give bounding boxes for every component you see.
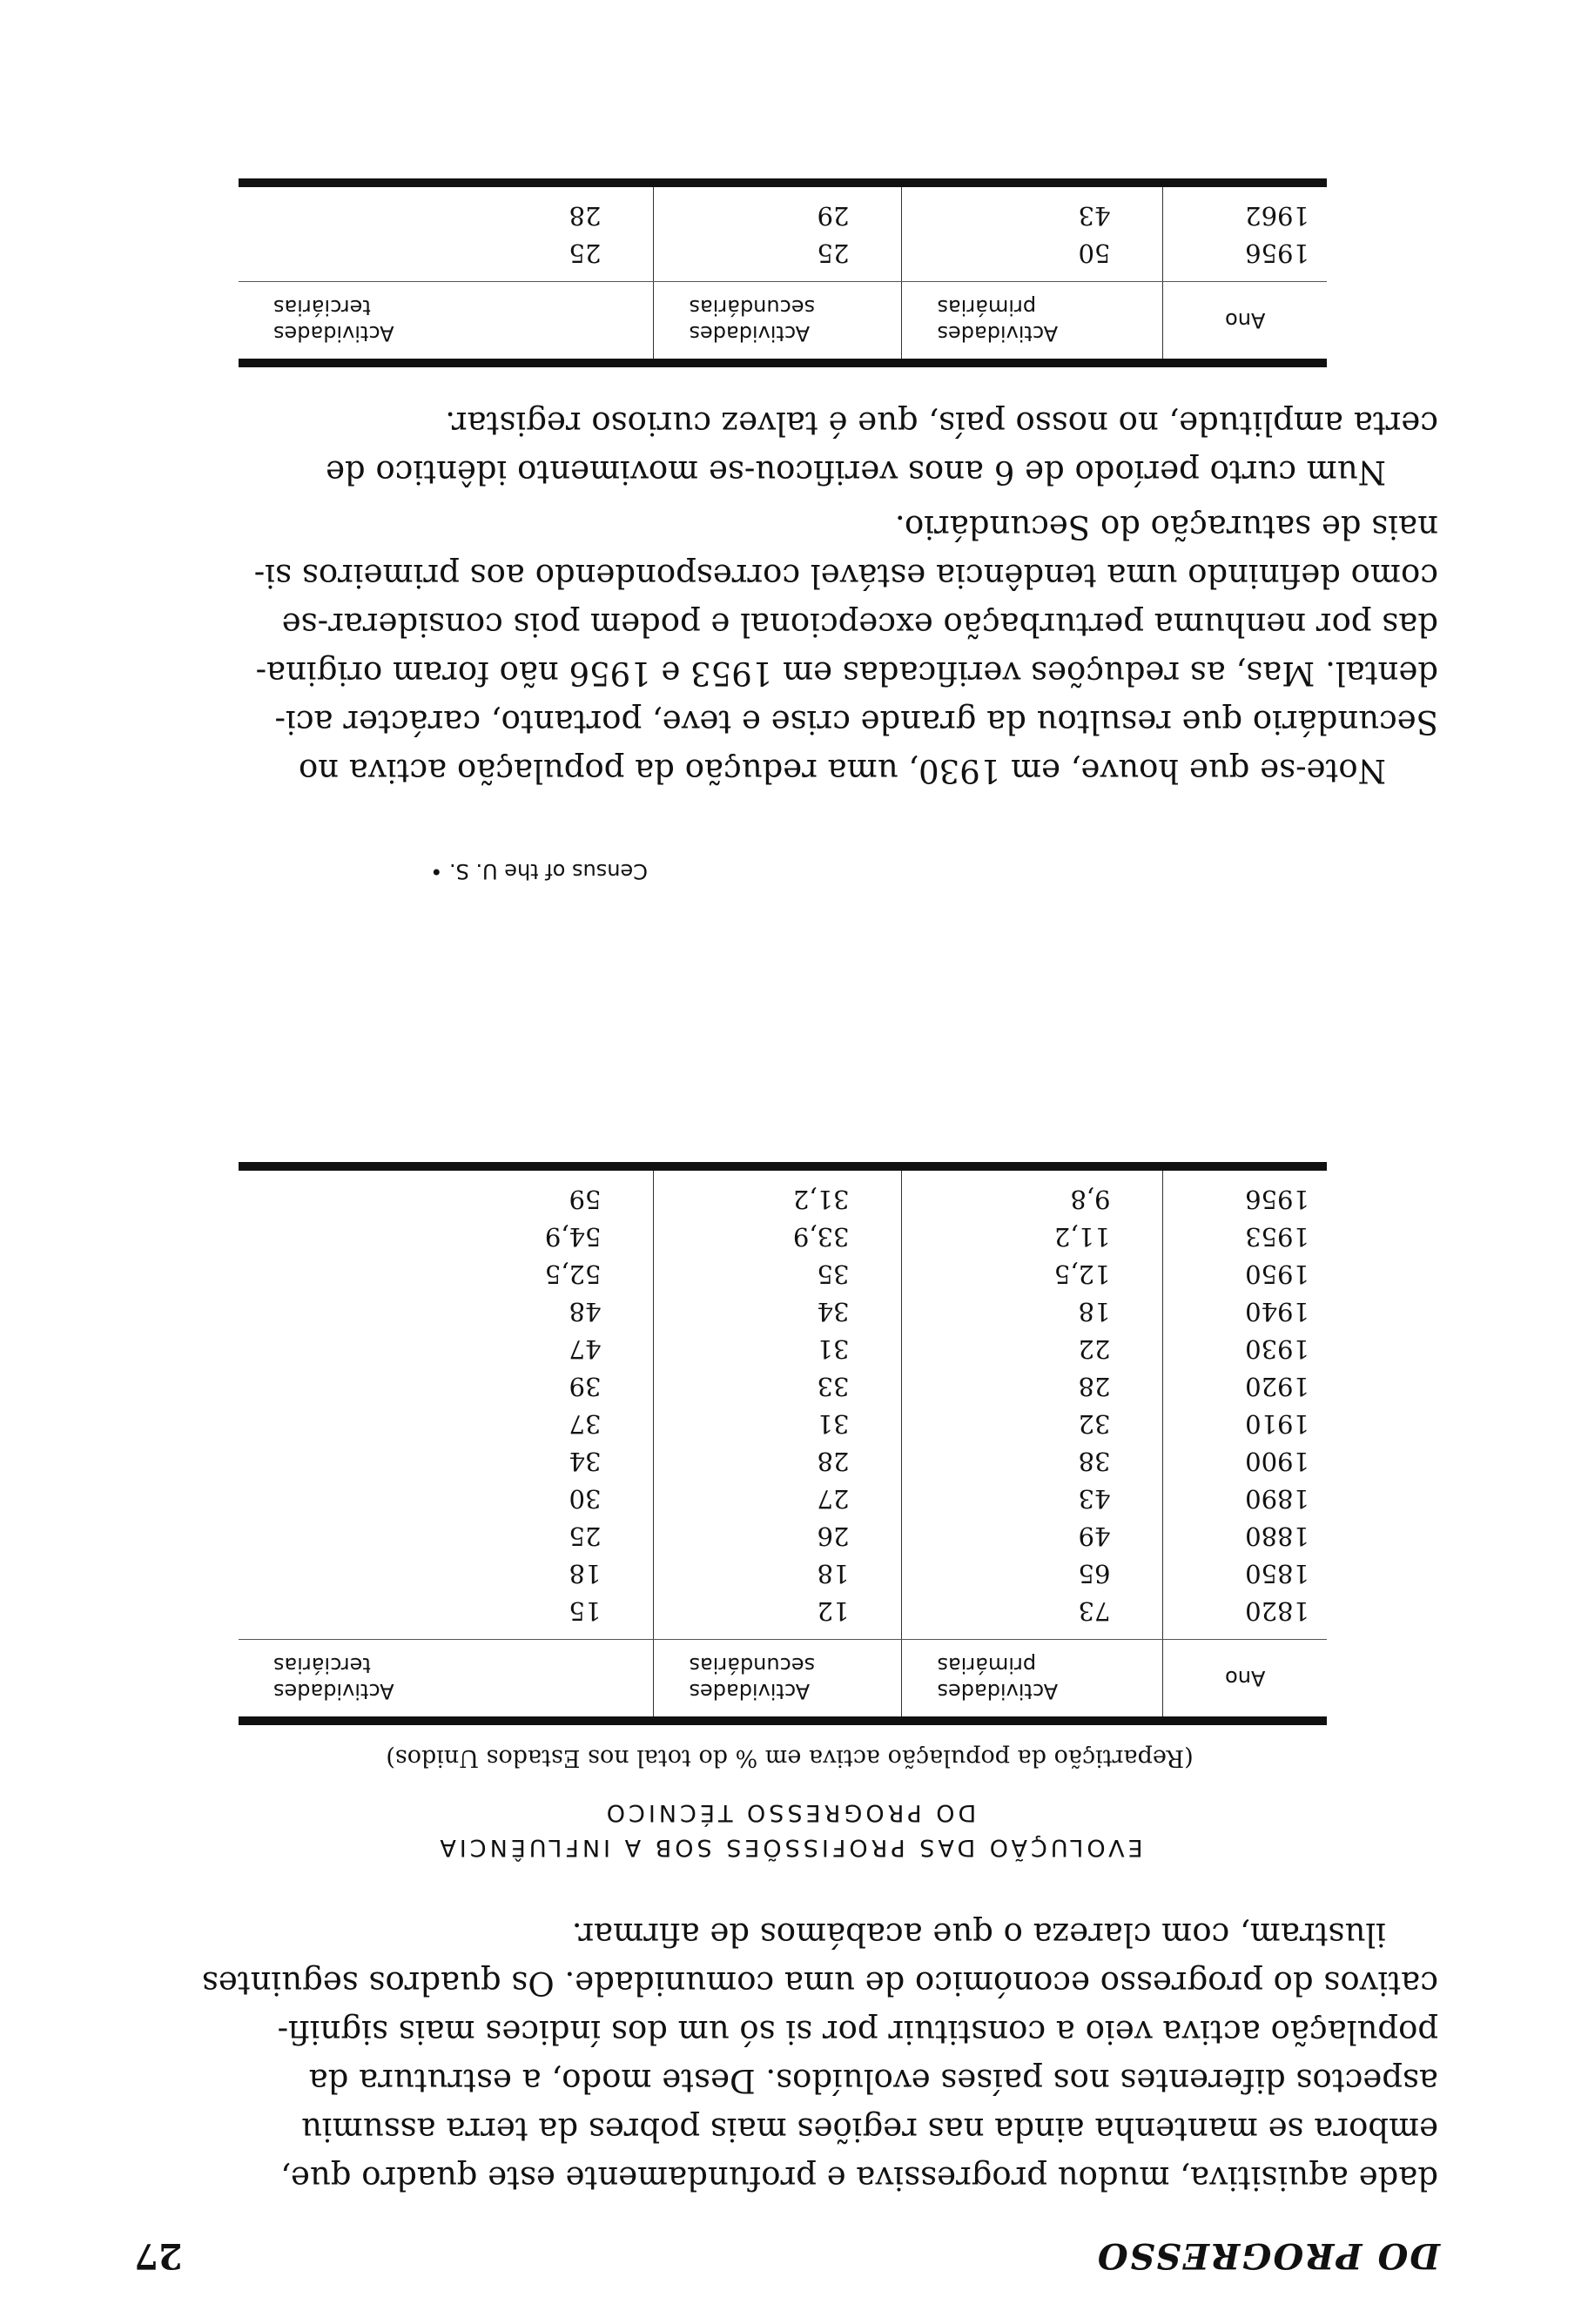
table-cell: 43 bbox=[902, 1481, 1163, 1518]
table-cell: 1953 bbox=[1245, 1222, 1309, 1253]
table-cell: 1820 bbox=[1245, 1596, 1309, 1627]
header-secondary: Actividades secundárias bbox=[654, 1640, 902, 1722]
text-line: dade aquisitiva, mudou progressiva e profundamente este quadro que, bbox=[280, 2159, 1438, 2197]
table1-title bbox=[141, 1795, 1438, 1864]
page-number: 27 bbox=[134, 2235, 183, 2276]
table-cell: 39 bbox=[239, 1368, 654, 1406]
table-row bbox=[239, 183, 1327, 235]
table-cell: 1920 bbox=[1245, 1372, 1309, 1402]
table-cell: 18 bbox=[902, 1293, 1163, 1331]
page-header bbox=[134, 2233, 1440, 2276]
table1-subtitle: (Repartição da população activa em % do total nos Estados Unidos) bbox=[386, 1744, 1194, 1771]
table-cell: 73 bbox=[902, 1593, 1163, 1640]
table-cell: 25 bbox=[239, 1518, 654, 1555]
text-line: nais de saturação do Secundário. bbox=[894, 508, 1438, 546]
text-line: aspectos diferentes nos países evoluídos. Deste modo, a estrutura da bbox=[308, 2062, 1438, 2099]
table-row bbox=[239, 1368, 1327, 1406]
table-cell: 28 bbox=[902, 1368, 1163, 1406]
paragraph-intro bbox=[141, 1910, 1438, 2202]
header-primary: Actividades primárias bbox=[902, 282, 1163, 364]
table-row bbox=[239, 1443, 1327, 1481]
table-cell: 9,8 bbox=[902, 1166, 1163, 1219]
table-cell: 65 bbox=[902, 1555, 1163, 1593]
table1-source: Census of the U. S. • bbox=[430, 859, 648, 883]
header-year: Ano bbox=[1163, 282, 1327, 364]
text-line: Note-se que houve, em 1930, uma redução da população activa no bbox=[298, 752, 1386, 789]
text-line: das por nenhuma perturbação excepcional e podem pois considerar-se bbox=[281, 606, 1438, 643]
table-cell: 34 bbox=[239, 1443, 654, 1481]
text-line: embora se mantenha ainda nas regiões mais pobres da terra assumiu bbox=[301, 2111, 1438, 2148]
table-row bbox=[239, 1166, 1327, 1219]
table-portugal-labor bbox=[239, 178, 1327, 367]
table-cell: 12,5 bbox=[902, 1256, 1163, 1293]
table-cell: 31 bbox=[654, 1406, 902, 1443]
table-cell: 1956 bbox=[1245, 1185, 1309, 1215]
table-row bbox=[239, 1406, 1327, 1443]
table-cell: 25 bbox=[654, 235, 902, 282]
table-header-row bbox=[239, 1640, 1327, 1722]
table-cell: 11,2 bbox=[902, 1219, 1163, 1256]
table-cell: 25 bbox=[239, 235, 654, 282]
table-cell: 37 bbox=[239, 1406, 654, 1443]
header-tertiary: Actividades terciárias bbox=[239, 282, 654, 364]
text-line: certa amplitude, no nosso país, que é talvez curioso registar. bbox=[445, 405, 1438, 442]
table-cell: 59 bbox=[239, 1166, 654, 1219]
table1-title-line1: EVOLUÇÃO DAS PROFISSÕES SOB A INFLUÊNCIA bbox=[436, 1834, 1143, 1861]
table-cell: 1940 bbox=[1245, 1297, 1309, 1327]
table-row bbox=[239, 1293, 1327, 1331]
table-row bbox=[239, 1481, 1327, 1518]
table-cell: 52,5 bbox=[239, 1256, 654, 1293]
table-cell: 28 bbox=[239, 183, 654, 235]
table-header-row bbox=[239, 282, 1327, 364]
header-tertiary: Actividades terciárias bbox=[239, 1640, 654, 1722]
table-cell: 1956 bbox=[1245, 238, 1309, 269]
table-cell: 18 bbox=[239, 1555, 654, 1593]
table-row bbox=[239, 1331, 1327, 1368]
table-cell: 54,9 bbox=[239, 1219, 654, 1256]
running-title: DO PROGRESSO bbox=[1095, 2235, 1440, 2276]
table-us-labor bbox=[239, 1162, 1327, 1725]
table-cell: 48 bbox=[239, 1293, 654, 1331]
text-line: Secundário que resultou da grande crise e teve, portanto, carácter aci- bbox=[274, 703, 1438, 741]
table-cell: 29 bbox=[654, 183, 902, 235]
table-cell: 1850 bbox=[1245, 1559, 1309, 1589]
header-primary: Actividades primárias bbox=[902, 1640, 1163, 1722]
table-cell: 50 bbox=[902, 235, 1163, 282]
table1-title-line2: DO PROGRESSO TÉCNICO bbox=[602, 1799, 977, 1826]
table-cell: 22 bbox=[902, 1331, 1163, 1368]
table-cell: 31,2 bbox=[654, 1166, 902, 1219]
table-row bbox=[239, 235, 1327, 282]
table-cell: 43 bbox=[902, 183, 1163, 235]
table-cell: 1930 bbox=[1245, 1334, 1309, 1365]
table-cell: 38 bbox=[902, 1443, 1163, 1481]
table-row bbox=[239, 1555, 1327, 1593]
table-cell: 30 bbox=[239, 1481, 654, 1518]
table-cell: 1910 bbox=[1245, 1409, 1309, 1440]
header-secondary: Actividades secundárias bbox=[654, 282, 902, 364]
paragraph-portugal bbox=[141, 399, 1438, 496]
table-cell: 1890 bbox=[1245, 1484, 1309, 1515]
table-cell: 1950 bbox=[1245, 1259, 1309, 1290]
paragraph-note bbox=[141, 502, 1438, 795]
table-row bbox=[239, 1518, 1327, 1555]
text-line: cativos do progresso económico de uma comunidade. Os quadros seguintes bbox=[201, 1965, 1438, 2002]
table-cell: 18 bbox=[654, 1555, 902, 1593]
table-cell: 34 bbox=[654, 1293, 902, 1331]
table-cell: 33,9 bbox=[654, 1219, 902, 1256]
table-cell: 27 bbox=[654, 1481, 902, 1518]
table-row bbox=[239, 1256, 1327, 1293]
text-line: dental. Mas, as reduções verificadas em 1953 e 1956 não foram origina- bbox=[255, 655, 1438, 692]
text-line: como definindo uma tendência estável correspondendo aos primeiros si- bbox=[253, 557, 1438, 594]
table-cell: 26 bbox=[654, 1518, 902, 1555]
text-line: ilustram, com clareza o que acabámos de afirmar. bbox=[571, 1916, 1386, 1953]
table-cell: 32 bbox=[902, 1406, 1163, 1443]
table-cell: 31 bbox=[654, 1331, 902, 1368]
text-line: população activa veio a constituir por si só um dos índices mais signifi- bbox=[277, 2013, 1438, 2051]
header-year: Ano bbox=[1163, 1640, 1327, 1722]
table-cell: 28 bbox=[654, 1443, 902, 1481]
table-row bbox=[239, 1593, 1327, 1640]
table-cell: 1900 bbox=[1245, 1447, 1309, 1477]
table-cell: 1880 bbox=[1245, 1521, 1309, 1552]
table-row bbox=[239, 1219, 1327, 1256]
table-cell: 35 bbox=[654, 1256, 902, 1293]
table-cell: 33 bbox=[654, 1368, 902, 1406]
table-cell: 15 bbox=[239, 1593, 654, 1640]
text-line: Num curto período de 6 anos verificou-se movimento idêntico de bbox=[326, 453, 1386, 491]
table-cell: 1962 bbox=[1245, 201, 1309, 232]
table-cell: 49 bbox=[902, 1518, 1163, 1555]
table-cell: 12 bbox=[654, 1593, 902, 1640]
table-cell: 47 bbox=[239, 1331, 654, 1368]
